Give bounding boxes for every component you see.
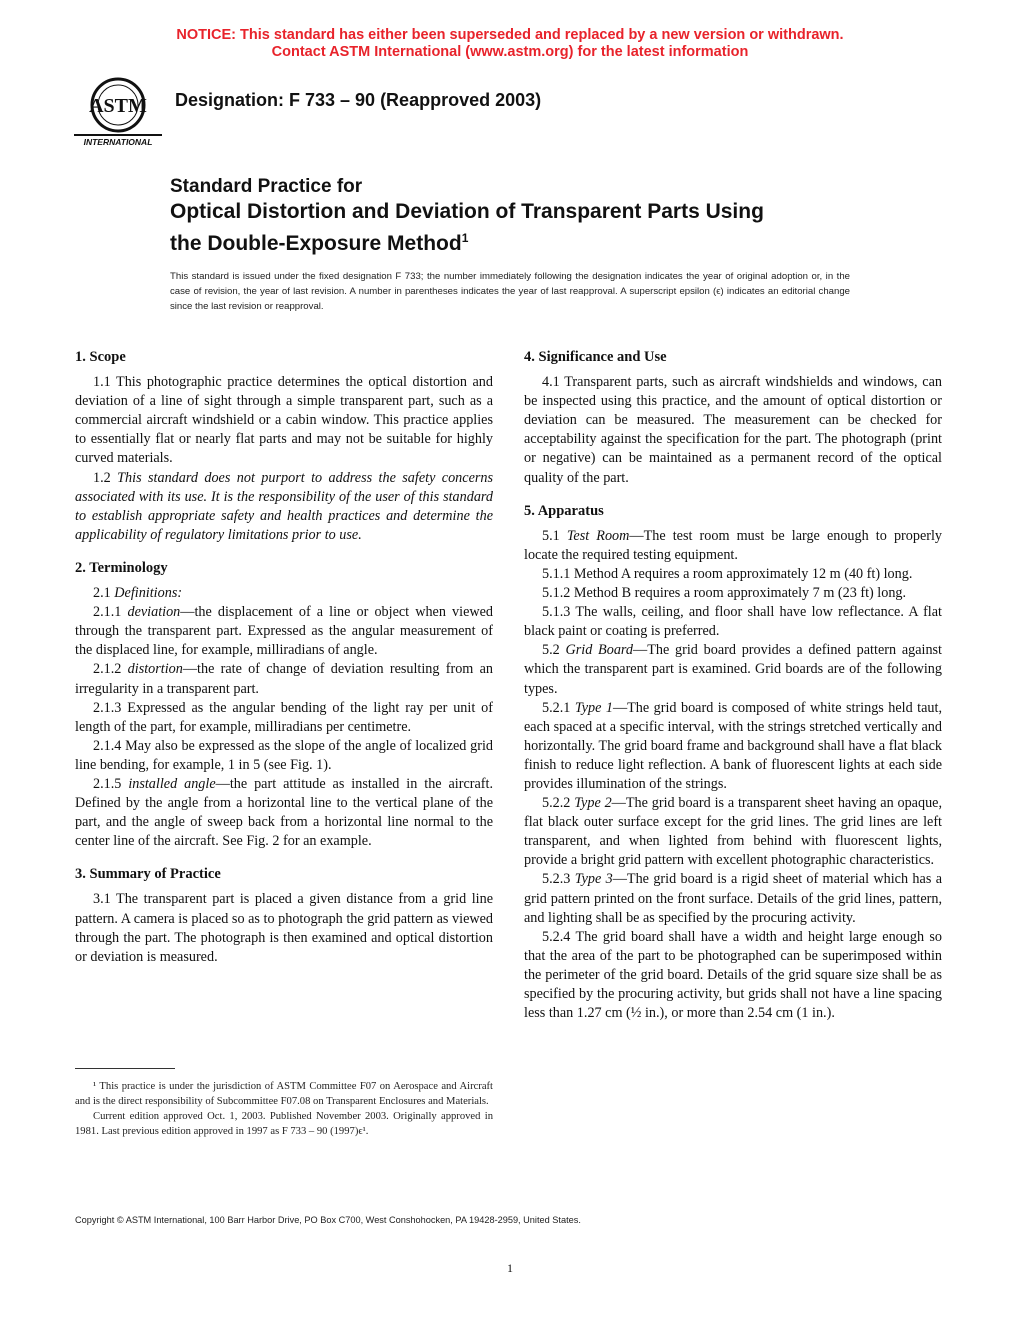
paragraph (524, 641, 942, 698)
section-heading: 1. Scope (75, 349, 126, 365)
document-title (170, 175, 764, 257)
paragraph: 3.1 The transparent part is placed a given distance from a grid line pattern. A camera is placed so as to photograph the grid pattern as viewed through the part. The photograph is then examined and optical distortion or deviation is measured. (75, 891, 493, 965)
term: Type 2 (574, 795, 612, 812)
para-number: 1.2 (93, 469, 118, 486)
paragraph (75, 584, 493, 603)
paragraph (75, 469, 493, 545)
term: distortion (127, 661, 183, 678)
footnote-paragraph: Current edition approved Oct. 1, 2003. Published November 2003. Originally approved in 1981. Last previous edition approved in 1997 as F 733 – 90 (1997)ϵ¹. (75, 1111, 493, 1137)
term: Grid Board (565, 642, 634, 659)
paragraph: 5.2.4 The grid board shall have a width and height large enough so that the area of the part to be photographed can be superimposed within the perimeter of the grid board. Details of the grid square size shall be as specified by the procuring activity, but grids shall not have a line spacing less than 1.27 cm (½ in.), or more than 2.54 cm (1 in.). (524, 928, 942, 1022)
para-number: 5.2.2 (542, 795, 575, 812)
para-text: —The grid board is composed of white strings held taut, each spaced at a specific interval, with the strings stretched vertically and horizontally. The grid board frame and background shall have a flat black finish to reduce light reflection. A bank of fluorescent lights at each side provides illumination of the strings. (524, 699, 942, 792)
paragraph: 4.1 Transparent parts, such as aircraft windshields and windows, can be inspected using this practice, and the amount of optical distortion or deviation can be measured. The measurement can be checked for acceptability against the specification for the part. The photograph (print or negative) can be maintained as a permanent record of the optical quality of the part. (524, 374, 942, 486)
para-number: 5.2.1 (542, 699, 575, 716)
astm-logo (72, 74, 164, 150)
para-number: 5.2.3 (542, 871, 575, 888)
section-apparatus (524, 502, 942, 1024)
paragraph (75, 660, 493, 698)
logo-subtext: INTERNATIONAL (83, 137, 153, 147)
term: Type 1 (574, 699, 613, 716)
paragraph (524, 794, 942, 870)
section-terminology (75, 559, 493, 851)
title-line-1: Optical Distortion and Deviation of Transparent Parts Using (170, 200, 764, 223)
title-line-2 (170, 225, 764, 257)
para-number: 2.1.1 (93, 604, 128, 621)
section-heading: 4. Significance and Use (524, 349, 667, 365)
paragraph (524, 699, 942, 794)
para-text: —The grid board is a transparent sheet having an opaque, flat black outer surface except for the grid lines. The grid lines are left transparent, and when lighted from behind with fluorescent lights, provide a bright grid pattern with excellent photographic characteristics. (524, 795, 943, 869)
term: Test Room (566, 527, 630, 544)
title-prefix: Standard Practice for (170, 176, 363, 197)
paragraph: 2.1.4 May also be expressed as the slope of the angle of localized grid line bending, for example, 1 in 5 (see Fig. 1). (75, 737, 493, 773)
notice-line-2: Contact ASTM International (www.astm.org) for the latest information (271, 44, 749, 60)
section-heading: 3. Summary of Practice (75, 866, 221, 883)
para-italic-text: This standard does not purport to address the safety concerns associated with its use. It is the responsibility of the user of this standard to establish appropriate safety and health practices and determine the applicability of regulatory limitations prior to use. (75, 469, 493, 543)
title-footnote-mark: 1 (461, 231, 469, 245)
para-number: 2.1 (93, 585, 115, 602)
paragraph (75, 603, 493, 660)
paragraph (524, 527, 942, 565)
para-text: —the rate of change of deviation resulting from an irregularity in a transparent part. (75, 661, 493, 697)
para-text: —The test room must be large enough to properly locate the required testing equipment. (524, 527, 943, 563)
designation: Designation: F 733 – 90 (Reapproved 2003) (175, 90, 542, 110)
paragraph (75, 775, 493, 851)
paragraph: 5.1.2 Method B requires a room approximately 7 m (23 ft) long. (542, 585, 907, 602)
para-text: —the displacement of a line or object when viewed through the transparent part. Expressed as the angular measurement of the displaced line, for example, milliradians of angle. (75, 604, 494, 659)
right-column (524, 348, 942, 1023)
para-number: 5.1 (542, 527, 567, 544)
term: Type 3 (574, 871, 613, 888)
notice-line-1: NOTICE: This standard has either been superseded and replaced by a new version or withdrawn. (176, 27, 844, 43)
section-heading: 5. Apparatus (524, 502, 604, 519)
paragraph: 1.1 This photographic practice determines the optical distortion and deviation of a line of sight through a simple transparent part, such as a commercial aircraft windshield or a cabin window. This practice applies to essentially flat or nearly flat parts and may not be suitable for highly curved materials. (75, 374, 493, 467)
withdrawal-notice (0, 27, 1020, 61)
section-significance (524, 348, 942, 488)
issued-note: This standard is issued under the fixed designation F 733; the number immediately following the designation indicates the year of original adoption or, in the case of revision, the year of last revision. A number in parentheses indicates the year of last reapproval. A superscript epsilon (ϵ) indicates an editorial change since the last revision or reapproval. (170, 271, 850, 312)
paragraph: 5.1.1 Method A requires a room approximately 12 m (40 ft) long. (542, 565, 913, 582)
para-number: 2.1.2 (93, 661, 128, 678)
copyright-line: Copyright © ASTM International, 100 Barr Harbor Drive, PO Box C700, West Conshohocken, PA 19428-2959, United States. (75, 1215, 581, 1225)
title-line-2-text: the Double-Exposure Method (170, 232, 462, 255)
paragraph (524, 870, 942, 927)
para-text: —The grid board provides a defined pattern against which the transparent part is examined. Grid boards are of the following types. (524, 642, 943, 697)
term: deviation (127, 604, 181, 621)
section-summary (75, 865, 493, 966)
page-number: 1 (507, 1261, 513, 1275)
para-text: —the part attitude as installed in the aircraft. Defined by the angle from a horizontal line to the vertical plane of the part, and the angle of sweep back from a horizontal line normal to the center line of the aircraft. See Fig. 2 for an example. (75, 775, 494, 850)
para-number: 2.1.5 (93, 775, 129, 792)
logo-text: ASTM (89, 95, 147, 117)
footnote-paragraph: ¹ This practice is under the jurisdiction of ASTM Committee F07 on Aerospace and Aircraft and is the direct responsibility of Subcommittee F07.08 on Transparent Enclosures and Materials. (75, 1081, 493, 1107)
left-column (75, 348, 493, 967)
footnote-rule (75, 1068, 175, 1069)
para-number: 5.2 (542, 642, 566, 659)
section-scope (75, 348, 493, 545)
paragraph: 5.1.3 The walls, ceiling, and floor shall have low reflectance. A flat black paint or coating is preferred. (524, 604, 942, 640)
footnote (75, 1079, 493, 1139)
term: installed angle (128, 775, 216, 792)
section-heading: 2. Terminology (75, 559, 168, 576)
term: Definitions: (114, 585, 183, 602)
paragraph: 2.1.3 Expressed as the angular bending of the light ray per unit of length of the part, for example, milliradians per centimetre. (75, 699, 493, 735)
para-text: —The grid board is a rigid sheet of material which has a grid pattern printed on the front surface. Details of the grid lines, pattern, and lighting shall be as specified by the procuring activity. (524, 871, 942, 926)
